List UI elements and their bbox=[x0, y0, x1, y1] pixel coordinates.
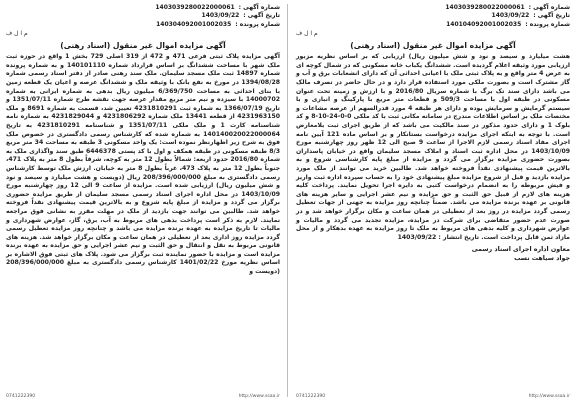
meta-label: تاریخ آگهی : bbox=[243, 12, 280, 20]
meta-label: شماره پرونده : bbox=[525, 20, 570, 28]
notice-body: هشت میلیارد و سیصد و نود و شش میلیون ریال) ارزیابی که بر اساس نظریه مزبور ارزیابی مورد وثیقه اعلام گردیده است. ششدانگ یکباب خانه مسکونی که در شمال کوچه ای به عرض 4 متر واقع و به پلاک ثبتی ملک با اعیانی احداثی آن که دارای انشعابات برق و آب و گاز مشترک است و بصورت ملکی مورد استفاده قرار دارد و در حال حاضر در تصرف مالک می باشد دارای سند تک برگ با شماره سریال 2016/80 و با ارزش و زمینه تحت عنوان مسکونی در طبقه اول با مساحت 509/3 و قطعات متر مربع با پارکینگ و انباری و با سیستم گرمایش و سرمایش بوده و دارای هر طبقه 4 مورد قدرالسهم از عرصه مشاعات و مختصات ملک بر اساس اطلاعات مندرج در سامانه مکانی ثبت با کد ملکی 0-0-24-10-8 و کد بلوک 1 و دارای حدود مذکور در سند مالکیت می باشد که از طریق اجرای ثبت بلامعارض است. با توجه به اینکه اجرای مزایده درخواست بستانکار و بر اساس ماده 121 آیین نامه اجرای مفاد اسناد رسمی لازم الاجرا از ساعت 9 صبح الی 12 ظهر روز چهارشنبه مورخ 1403/10/09 در محل اداره ثبت اسناد و املاک مسجد سلیمان واقع در خیابان پاسداران بصورت حضوری مزایده برگزار می گردد و مزایده از مبلغ پایه کارشناسی شروع و به بالاترین قیمت پیشنهادی نقداً فروخته خواهد شد. طالبین خرید می توانند از ملک مورد مزایده بازدید و قبل از شروع مزایده مبلغ پیشنهادی خود را به حساب سپرده اداره ثبت واریز و فیش مربوطه را به انضمام درخواست کتبی به دایره اجرا تحویل نمایند. پرداخت کلیه هزینه های لازم از قبیل حق الثبت و حق مزایده و نیم عشر اجرایی و سایر هزینه های قانونی بر عهده برنده مزایده می باشد. ضمناً چنانچه روز مزایده به جهتی از جهات تعطیل رسمی گردد مزایده در روز بعد از تعطیلی در همان ساعت و مکان برگزار خواهد شد و در صورت عدم حضور متقاضی برای شرکت در مزایده، مزایده تجدید می گردد و مالیات و عوارض شهرداری و کلیه بدهی های مربوط به ملک تا روز مزایده به عهده بدهکار و از محل مازاد ثمن قابل پرداخت است. تاریخ انتشار : 1403/09/22 bbox=[296, 53, 571, 241]
signature-name: جواد سیاهت نسب bbox=[514, 254, 570, 262]
meta-row-case-number bbox=[296, 21, 570, 29]
meta-value: 140104092001002035 bbox=[446, 20, 522, 28]
footer-url[interactable]: http://www.ssaa.ir bbox=[238, 394, 280, 399]
right-notice-column bbox=[290, 0, 576, 401]
meta-row-notice-date bbox=[296, 12, 570, 20]
meta-label: شماره آگهی : bbox=[528, 4, 570, 11]
meta-label: تاریخ آگهی : bbox=[533, 12, 570, 20]
signature-block bbox=[296, 246, 570, 263]
notice-body: آگهی مزایده پلاک ثبتی فرعی 471 و 472 از 319 اصلی 729 بخش 1 واقع در حوزه ثبت ملک شهر با مساحت ششدانگ بر اساس قرارداد شماره 140101110 و به شماره پرونده شماره 14897 ثبت ملک مسجد سلیمان. ملک سند رهنی صادر از دفتر اسناد رسمی شماره 1394/08/28 در مورخ به نفع بانک با وثیقه ملک و ششدانگ عرصه و اعیان یک قطعه زمین با بنای احداثی به مساحت 6/369/750 میلیون ریال بدهی به شماره ایرانی به شماره 14000702 با سیزده و نیم متر مربع مقدار عرصه جهت نقشه طرح شماره 1351/07/11 و تاریخ 1366/07/19 به شماره ثبت 4231810291 تعیین شد، قسمت به شماره 8691 و ملک 4231963150 از قطعه 13441 ملک شماره 4231806292 و 4231829044 به شماره نامه شناسنامه کارت 1 و ملک ملکی 1351/07/11 و شناسنامه 4231810291 به تاریخ 140140020022000064 به شماره شده که کارشناس رسمی دادگستری در خصوص ملک فوق به شرح زیر اظهارنظر نموده است: یک واحد مسکونی 3 طبقه به مساحت 34 متر مربع 8/3 طبقه مسکونی در طبقه همکف و اول با کد پستی 6446378 طبق سند واگذاری ملک به شماره 2016/80 حدود اربعه: شمالاً بطول 12 متر به کوچه، شرقاً بطول 8 متر به پلاک 471، جنوباً بطول 12 متر به پلاک 473، غرباً بطول 8 متر به خیابان. ارزش ملک توسط کارشناس رسمی دادگستری به مبلغ 208/396/000/000 ریال (دویست و هشت میلیارد و سیصد و نود و شش میلیون ریال) ارزیابی شده است. مزایده از ساعت 9 الی 12 روز چهارشنبه مورخ 1403/10/09 در محل اداره اجرای اسناد رسمی مسجد سلیمان از طریق مزایده حضوری برگزار می گردد و مزایده از مبلغ پایه شروع و به بالاترین قیمت پیشنهادی نقداً فروخته خواهد شد. طالبین می توانند جهت بازدید از ملک در مهلت مقرر به نشانی فوق مراجعه نمایند. لازم به ذکر است پرداخت بدهی های مربوط به آب، برق، گاز، عوارض شهرداری و مالیات تا تاریخ مزایده به عهده برنده مزایده می باشد و چنانچه روز مزایده تعطیل رسمی گردد مزایده روز اداری بعد از تعطیلی در همان ساعت و مکان برگزار خواهد شد. هزینه های قانونی مربوط به نقل و انتقال و حق الثبت و نیم عشر اجرایی و حق مزایده به عهده برنده مزایده است و مزایده با حضور نماینده ثبت برگزار می شود. پلاک های ثبتی فوق الاشاره بر اساس نظریه مورخ 1401/02/22 کارشناس رسمی دادگستری به مبلغ 208/396/000/000 (دویست و bbox=[6, 53, 281, 276]
notice-meta bbox=[6, 4, 280, 29]
meta-value: 140304092001002035 bbox=[156, 20, 232, 28]
meta-row-case-number bbox=[6, 21, 280, 29]
footer-phone: 0741222390 bbox=[6, 394, 36, 399]
notice-title: آگهی مزایده اموال غیر منقول (اسناد رهنی) bbox=[60, 41, 226, 51]
meta-row-notice-number bbox=[6, 4, 280, 12]
notice-title: آگهی مزایده اموال غیر منقول (اسناد رهنی) bbox=[350, 41, 516, 51]
meta-row-notice-number bbox=[296, 4, 570, 12]
code-letters: م ا ل ف bbox=[6, 30, 28, 38]
footer-phone: 0741222390 bbox=[296, 394, 326, 399]
meta-row-notice-date bbox=[6, 12, 280, 20]
footer-url[interactable]: http://www.ssaa.ir bbox=[528, 394, 570, 399]
notice-meta bbox=[296, 4, 570, 29]
left-notice-column bbox=[0, 0, 286, 401]
column-divider bbox=[287, 4, 288, 397]
code-letters: م ا ل ف bbox=[296, 30, 318, 38]
meta-value: 1403/09/22 bbox=[201, 12, 240, 20]
signature-title: معاون اداره اجرای اسناد رسمی bbox=[471, 246, 570, 254]
page-footer bbox=[290, 394, 576, 399]
meta-label: شماره پرونده : bbox=[235, 20, 280, 28]
meta-value: 1403039280022000061 bbox=[155, 4, 235, 11]
meta-label: شماره آگهی : bbox=[238, 4, 280, 11]
page-footer bbox=[0, 394, 286, 399]
meta-value: 1403039280022000061 bbox=[445, 4, 525, 11]
meta-value: 1403/09/22 bbox=[491, 12, 530, 20]
